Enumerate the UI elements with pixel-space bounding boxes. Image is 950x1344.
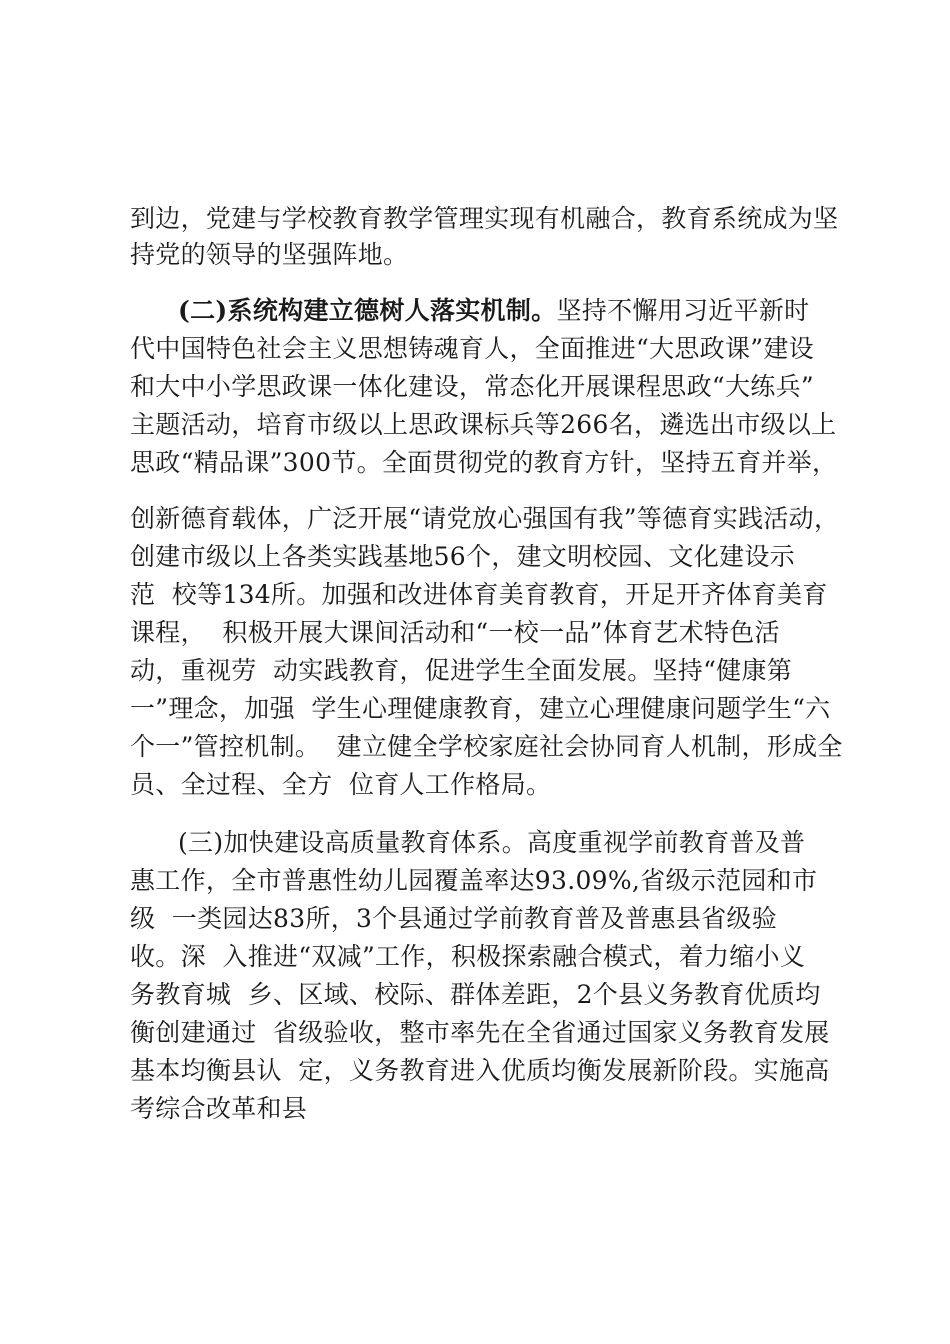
text-line: 代中国特色社会主义思想铸魂育人，全面推进“大思政课”建设 [130,334,814,363]
text-line: 创建市级以上各类实践基地56个，建文明校园、文化建设示 [130,542,795,571]
text-line: 衡创建通过 省级验收，整市率先在全省通过国家义务教育发展 [130,1018,830,1047]
text-line: 个一”管控机制。 建立健全学校家庭社会协同育人机制，形成全 [130,732,843,761]
text-line: 收。深 入推进“双减”工作，积极探索融合模式，着力缩小义 [130,942,806,971]
text-line: 主题活动，培育市级以上思政课标兵等266名，遴选出市级以上 [130,410,837,439]
text-line: 员、全过程、全方 位育人工作格局。 [130,770,552,799]
text-line: 思政“精品课”300节。全面贯彻党的教育方针，坚持五育并举， [130,448,838,477]
text-line: 范 校等134所。加强和改进体育美育教育，开足开齐体育美育 [130,580,828,609]
text-line: 级 一类园达83所，3个县通过学前教育普及普惠县省级验 [130,904,778,933]
text-line: 课程， 积极开展大课间活动和“一校一品”体育艺术特色活 [130,618,780,647]
text-line: 和大中小学思政课一体化建设，常态化开展课程思政“大练兵” [130,372,814,401]
section-2-paragraph-start [178,296,809,326]
section-3-paragraph-start: (三)加快建设高质量教育体系。高度重视学前教育普及普 [178,828,806,857]
text-line: 考综合改革和县 [130,1094,308,1123]
section-2-heading: (二)系统构建立德树人落实机制。 [178,296,557,325]
text-line: 创新德育载体，广泛开展“请党放心强国有我”等德育实践活动， [130,504,840,533]
text-line: 惠工作，全市普惠性幼儿园覆盖率达93.09%,省级示范园和市 [130,866,818,895]
text-line: 动，重视劳 动实践教育，促进学生全面发展。坚持“健康第 [130,656,793,685]
text-fragment: 坚持不懈用习近平新时 [556,296,810,325]
text-line: 一”理念，加强 学生心理健康教育，建立心理健康问题学生“六 [130,694,831,723]
text-line: 持党的领导的坚强阵地。 [130,240,409,269]
text-line: 务教育城 乡、区域、校际、群体差距，2个县义务教育优质均 [130,980,821,1009]
text-line: 到边，党建与学校教育教学管理实现有机融合，教育系统成为坚 [130,204,839,233]
text-line: 基本均衡县认 定，义务教育进入优质均衡发展新阶段。实施高 [130,1056,830,1085]
